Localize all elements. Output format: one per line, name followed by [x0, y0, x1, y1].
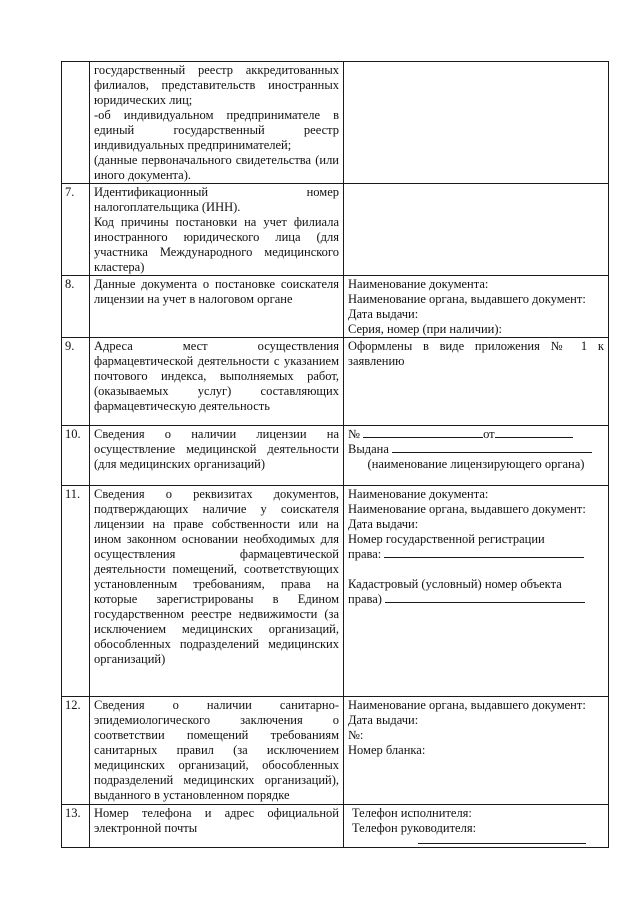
cadastral-label-end: права) — [348, 592, 382, 606]
row-description: Сведения о реквизитах документов, подтверждающих наличие у соискателя лицензии на праве собственности или на ином законном основании необходимых для осуществления фармацевтической деятельности помещений, соответствующих установленным требованиям, права на которые зарегистрированы в Едином государственном реестре недвижимости (за исключением медицинских организаций, обособленных подразделений медицинских организаций) — [90, 486, 344, 697]
cadastral-label: Кадастровый (условный) номер объекта — [348, 577, 562, 591]
row-description-cell — [90, 184, 344, 276]
row-number: 8. — [62, 276, 90, 338]
row-description: Адреса мест осуществления фармацевтической деятельности с указанием почтового индекса, выполняемых работ, (оказываемых услуг) составляющих фармацевтическую деятельность — [90, 338, 344, 426]
table-row-11 — [62, 486, 609, 697]
license-number-field[interactable] — [363, 427, 483, 438]
description-line: Идентификационный номер налогоплательщика (ИНН). — [94, 185, 339, 214]
issued-by-label: Выдана — [348, 442, 389, 456]
license-number-row — [348, 427, 604, 442]
row-value-cell[interactable] — [344, 805, 609, 848]
field-label: Дата выдачи: — [348, 517, 419, 531]
row-description: Данные документа о постановке соискателя лицензии на учет в налоговом органе — [90, 276, 344, 338]
field-label: №: — [348, 728, 364, 742]
cadastral-field[interactable] — [385, 592, 585, 603]
spacer — [348, 562, 604, 577]
row-description: Сведения о наличии санитарно-эпидемиологического заключения о соответствии помещений требованиям санитарных правил (за исключением медицинских организаций, обособленных подразделений медицинских организаций), выданного в установленном порядке — [90, 697, 344, 805]
table-row-10 — [62, 426, 609, 486]
row-number: 11. — [62, 486, 90, 697]
description-line: (данные первоначального свидетельства (или иного документа). — [94, 153, 339, 182]
date-from-label: от — [483, 427, 495, 441]
license-date-field[interactable] — [495, 427, 573, 438]
field-label: Дата выдачи: — [348, 307, 419, 321]
registration-row — [348, 547, 604, 562]
description-line: государственный реестр аккредитованных филиалов, представительств иностранных юридических лиц; — [94, 63, 339, 107]
row-value: Оформлены в виде приложения № 1 к заявлению — [344, 338, 609, 426]
issued-by-row — [348, 442, 604, 457]
table-row-13 — [62, 805, 609, 848]
table-row-7 — [62, 184, 609, 276]
table-row-12 — [62, 697, 609, 805]
row-value-cell[interactable] — [344, 276, 609, 338]
row-number: 13. — [62, 805, 90, 848]
field-label: Номер бланка: — [348, 743, 426, 757]
table-row-9 — [62, 338, 609, 426]
issuer-caption: (наименование лицензирующего органа) — [367, 457, 585, 471]
row-number: 10. — [62, 426, 90, 486]
row-value-cell[interactable] — [344, 62, 609, 184]
row-value-cell[interactable] — [344, 697, 609, 805]
row-number: 9. — [62, 338, 90, 426]
field-label: Телефон руководителя: — [352, 821, 477, 835]
table-row-continued — [62, 62, 609, 184]
field-label: Дата выдачи: — [348, 713, 419, 727]
table-row-8 — [62, 276, 609, 338]
cadastral-row — [348, 592, 604, 607]
row-number: 12. — [62, 697, 90, 805]
registration-label: права: — [348, 547, 382, 561]
field-label: Номер государственной регистрации — [348, 532, 545, 546]
row-value-cell[interactable] — [344, 426, 609, 486]
field-label: Телефон исполнителя: — [352, 806, 472, 820]
field-label: Наименование документа: — [348, 277, 489, 291]
registration-field[interactable] — [384, 547, 584, 558]
field-label: Наименование органа, выдавшего документ: — [348, 502, 586, 516]
row-number: 7. — [62, 184, 90, 276]
row-description-cell — [90, 62, 344, 184]
field-label: Наименование органа, выдавшего документ: — [348, 698, 586, 712]
row-description: Номер телефона и адрес официальной электронной почты — [90, 805, 344, 848]
field-label: Серия, номер (при наличии): — [348, 322, 503, 336]
number-sign: № — [348, 427, 360, 441]
field-label: Наименование органа, выдавшего документ: — [348, 292, 586, 306]
license-application-table — [61, 61, 609, 848]
phone-underline[interactable] — [418, 843, 586, 844]
description-line: Код причины постановки на учет филиала иностранного юридического лица (для участника Международного медицинского кластера) — [94, 215, 339, 274]
row-number-cell — [62, 62, 90, 184]
description-line: -об индивидуальном предпринимателе в единый государственный реестр индивидуальных предпринимателей; — [94, 108, 339, 152]
row-description: Сведения о наличии лицензии на осуществление медицинской деятельности (для медицинских организаций) — [90, 426, 344, 486]
row-value-cell[interactable] — [344, 184, 609, 276]
field-label: Наименование документа: — [348, 487, 489, 501]
row-value-cell[interactable] — [344, 486, 609, 697]
issued-by-field[interactable] — [392, 442, 592, 453]
